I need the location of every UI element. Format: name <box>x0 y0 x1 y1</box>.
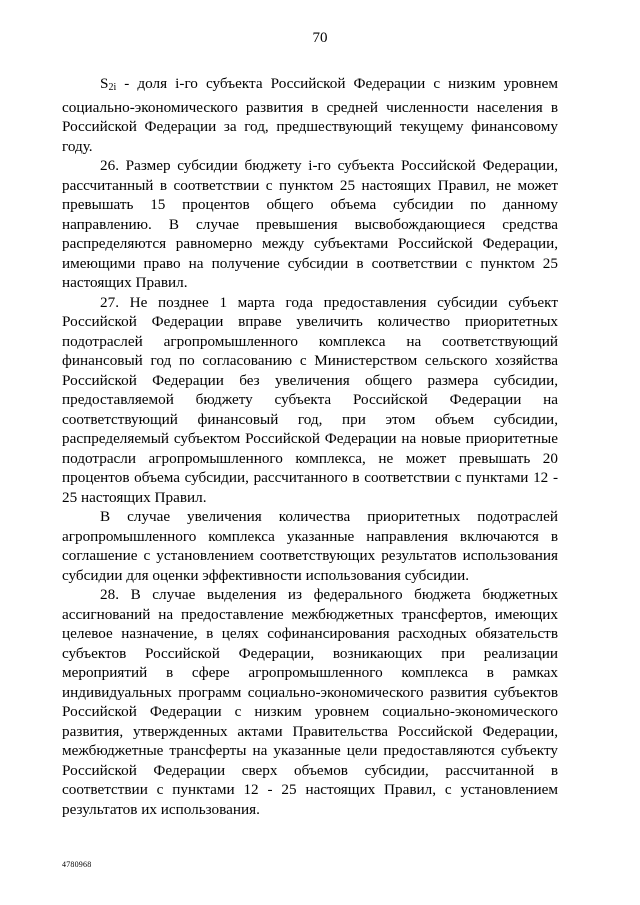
variable-symbol: S <box>100 75 109 92</box>
paragraph-s2i-definition <box>62 74 558 156</box>
variable-subscript: 2i <box>108 82 117 93</box>
document-code: 4780968 <box>62 860 92 869</box>
document-body <box>62 74 558 819</box>
paragraph-26: 26. Размер субсидии бюджету i-го субъекта Российской Федерации, рассчитанный в соответствии с пунктом 25 настоящих Правил, не может превышать 15 процентов общего объема субсидии по данному направлению. В случае превышения высвобождающиеся средства распределяются равномерно между субъектами Российской Федерации, имеющими право на получение субсидии в соответствии с пунктом 25 настоящих Правил. <box>62 157 558 291</box>
paragraph-27-continuation: В случае увеличения количества приоритетных подотраслей агропромышленного комплекса указанные направления включаются в соглашение с установлением соответствующих результатов использования субсидии для оценки эффективности использования субсидии. <box>62 508 558 584</box>
variable-definition-text: - доля i-го субъекта Российской Федерации с низким уровнем социально-экономического развития в средней численности населения в Российской Федерации за год, предшествующий текущему финансовому году. <box>62 75 558 155</box>
paragraph-28: 28. В случае выделения из федерального бюджета бюджетных ассигнований на предоставление межбюджетных трансфертов, имеющих целевое назначение, в целях софинансирования расходных обязательств субъектов Российской Федерации, возникающих при реализации мероприятий в сфере агропромышленного комплекса в рамках индивидуальных программ социально-экономического развития субъектов Российской Федерации с низким уровнем социально-экономического развития, утвержденных актами Правительства Российской Федерации, межбюджетные трансферты на указанные цели предоставляются субъекту Российской Федерации сверх объемов субсидии, рассчитанной в соответствии с пунктами 12 - 25 настоящих Правил, с установлением результатов их использования. <box>62 586 558 818</box>
paragraph-27: 27. Не позднее 1 марта года предоставления субсидии субъект Российской Федерации вправе увеличить количество приоритетных подотраслей агропромышленного комплекса на соответствующий финансовый год по согласованию с Министерством сельского хозяйства Российской Федерации без увеличения общего размера субсидии, предоставляемой бюджету субъекта Российской Федерации на соответствующий финансовый год, при этом объем субсидии, распределяемый субъектом Российской Федерации на новые приоритетные подотрасли агропромышленного комплекса, не может превышать 20 процентов объема субсидии, рассчитанного в соответствии с пунктами 12 - 25 настоящих Правил. <box>62 293 558 506</box>
page-number: 70 <box>312 30 328 46</box>
